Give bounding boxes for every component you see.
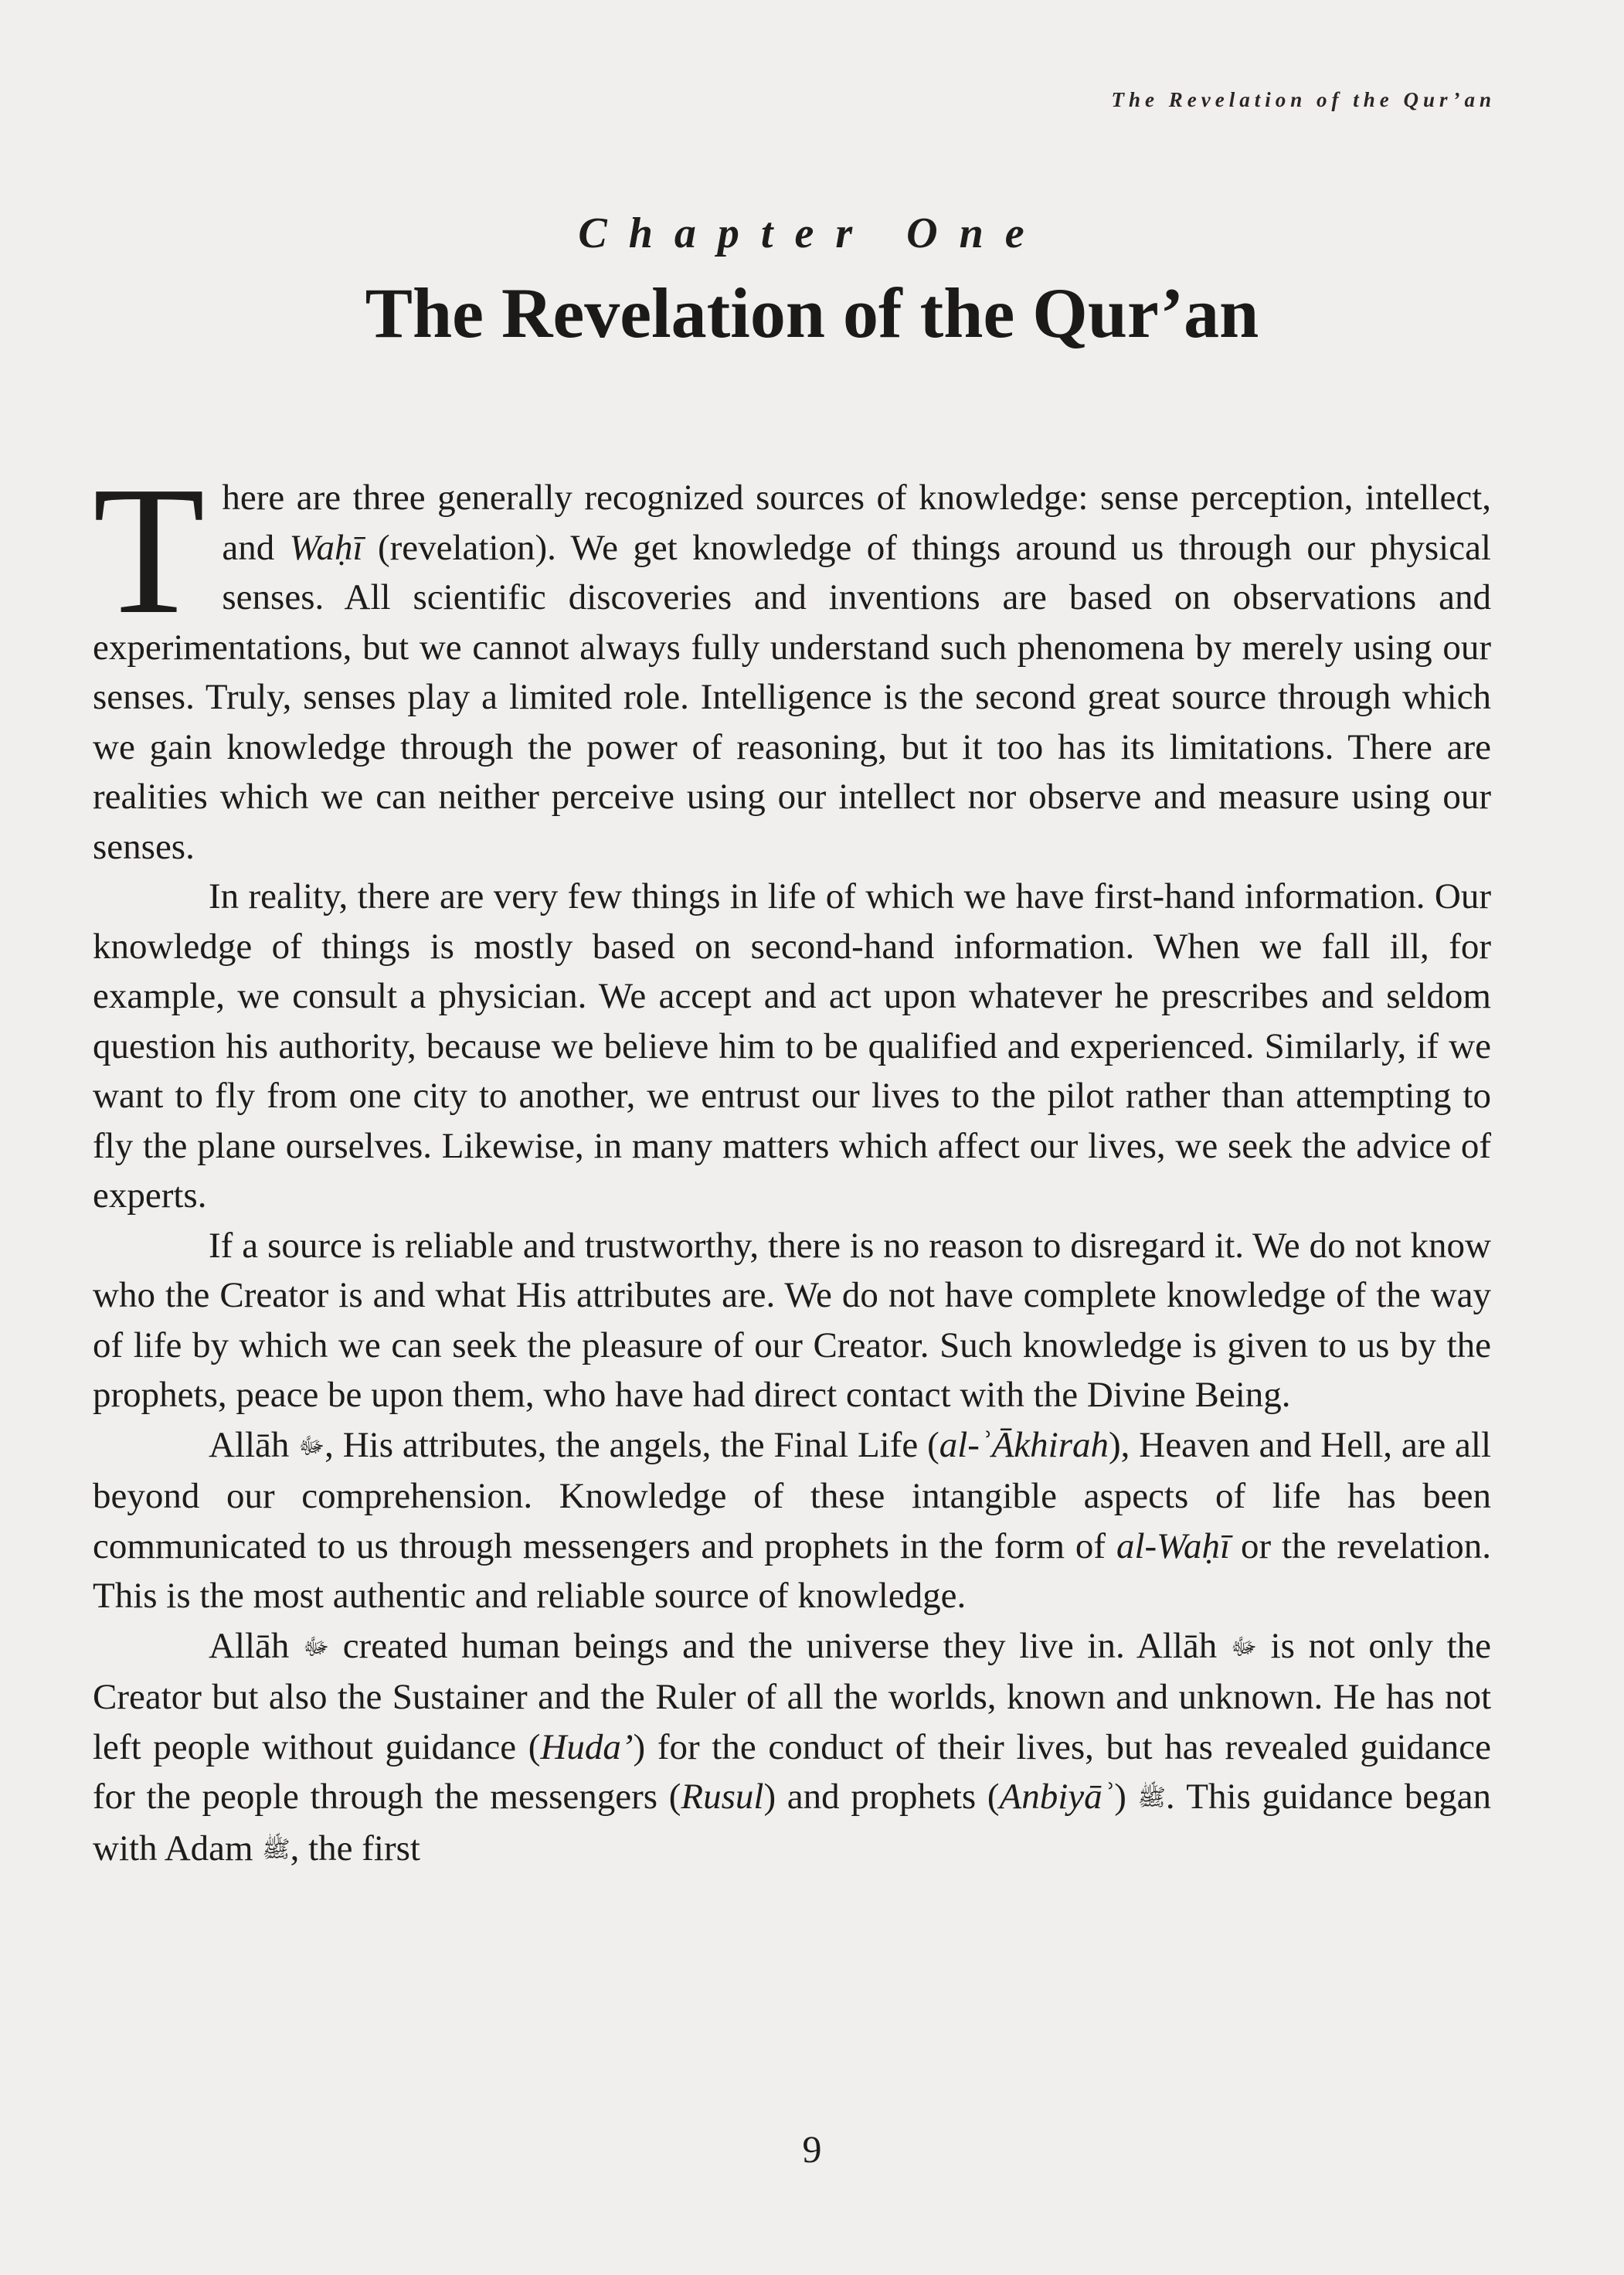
running-header: The Revelation of the Qur’an	[1111, 88, 1496, 111]
paragraph-2: In reality, there are very few things in life of which we have first-hand information. Our knowledge of things is mostly based on second-hand information. When we fall ill, for example, we consult a physician. We accept and act upon whatever he prescribes and seldom question his authority, because we believe him to be qualified and experienced. Similarly, if we want to fly from one city to another, we entrust our lives to the pilot rather than attempting to fly the plane ourselves. Likewise, in many matters which affect our lives, we seek the advice of experts.	[93, 876, 1491, 1216]
paragraph-5	[93, 1621, 1491, 1875]
text-run: or the revelation. This is the most authentic and reliable source of knowledge.	[93, 1525, 1491, 1616]
italic-term: al-ʾĀkhirah	[939, 1424, 1109, 1465]
text-run: ) for the conduct of their lives, but has revealed guidance for the people through the messengers (	[93, 1726, 1492, 1817]
body-text	[93, 449, 1492, 1875]
text-run: , the first	[290, 1828, 420, 1869]
page-number: 9	[802, 2127, 822, 2171]
honorific-glyph: ﷺ	[262, 1836, 290, 1862]
italic-term: al-Waḥī	[1116, 1525, 1231, 1566]
text-run: Allāh	[209, 1625, 290, 1666]
text-run: Allāh	[209, 1424, 290, 1465]
paragraph-1	[93, 449, 1491, 872]
text-run: (revelation). We get knowledge of things around us through our physical senses. All scientific discoveries and inventions are based on observations and experimentations, but we cannot always fully understand such phenomena by merely using our senses. Truly, senses play a limited role. Intelligence is the second great source through which we gain knowledge through the power of reasoning, but it too has its limitations. There are realities which we can neither perceive using our intellect nor observe and measure using our senses.	[93, 527, 1491, 867]
honorific-glyph: ﷺ	[1137, 1785, 1166, 1811]
text-run: created human beings and the universe they live in. Allāh	[329, 1625, 1218, 1666]
drop-cap: T	[93, 449, 206, 652]
chapter-title: The Revelation of the Qur’an	[365, 274, 1259, 352]
text-run: )	[1114, 1777, 1126, 1817]
paragraph-3: If a source is reliable and trustworthy, there is no reason to disregard it. We do not know who the Creator is and what His attributes are. We do not have complete knowledge of the way of life by which we can seek the pleasure of our Creator. Such knowledge is given to us by the prophets, peace be upon them, who have had direct contact with the Divine Being.	[93, 1225, 1491, 1415]
text-run: , His attributes, the angels, the Final Life (	[324, 1424, 939, 1465]
text-run: here are three generally recognized sources of knowledge: sense perception, intellect, and	[222, 478, 1491, 568]
text-run: is not only the Creator but also the Sustainer and the Ruler of all the worlds, known and unknown. He has not left people without guidance (	[93, 1625, 1492, 1767]
honorific-glyph: ﷻ	[298, 1433, 325, 1459]
italic-term: Anbiyāʾ	[999, 1777, 1115, 1817]
text-run: . This guidance began with Adam	[93, 1777, 1492, 1869]
chapter-label: Chapter One	[578, 209, 1046, 257]
italic-term: Huda’	[540, 1726, 634, 1767]
italic-term: Rusul	[681, 1777, 764, 1817]
text-run: ) and prophets (	[763, 1777, 1000, 1817]
paragraph-4	[93, 1420, 1491, 1621]
honorific-glyph: ﷻ	[1230, 1634, 1257, 1660]
italic-term: Waḥī	[289, 527, 363, 568]
text-run: ), Heaven and Hell, are all beyond our comprehension. Knowledge of these intangible aspects of life has been communicated to us through messengers and prophets in the form of	[93, 1424, 1492, 1566]
honorific-glyph: ﷻ	[303, 1634, 329, 1660]
